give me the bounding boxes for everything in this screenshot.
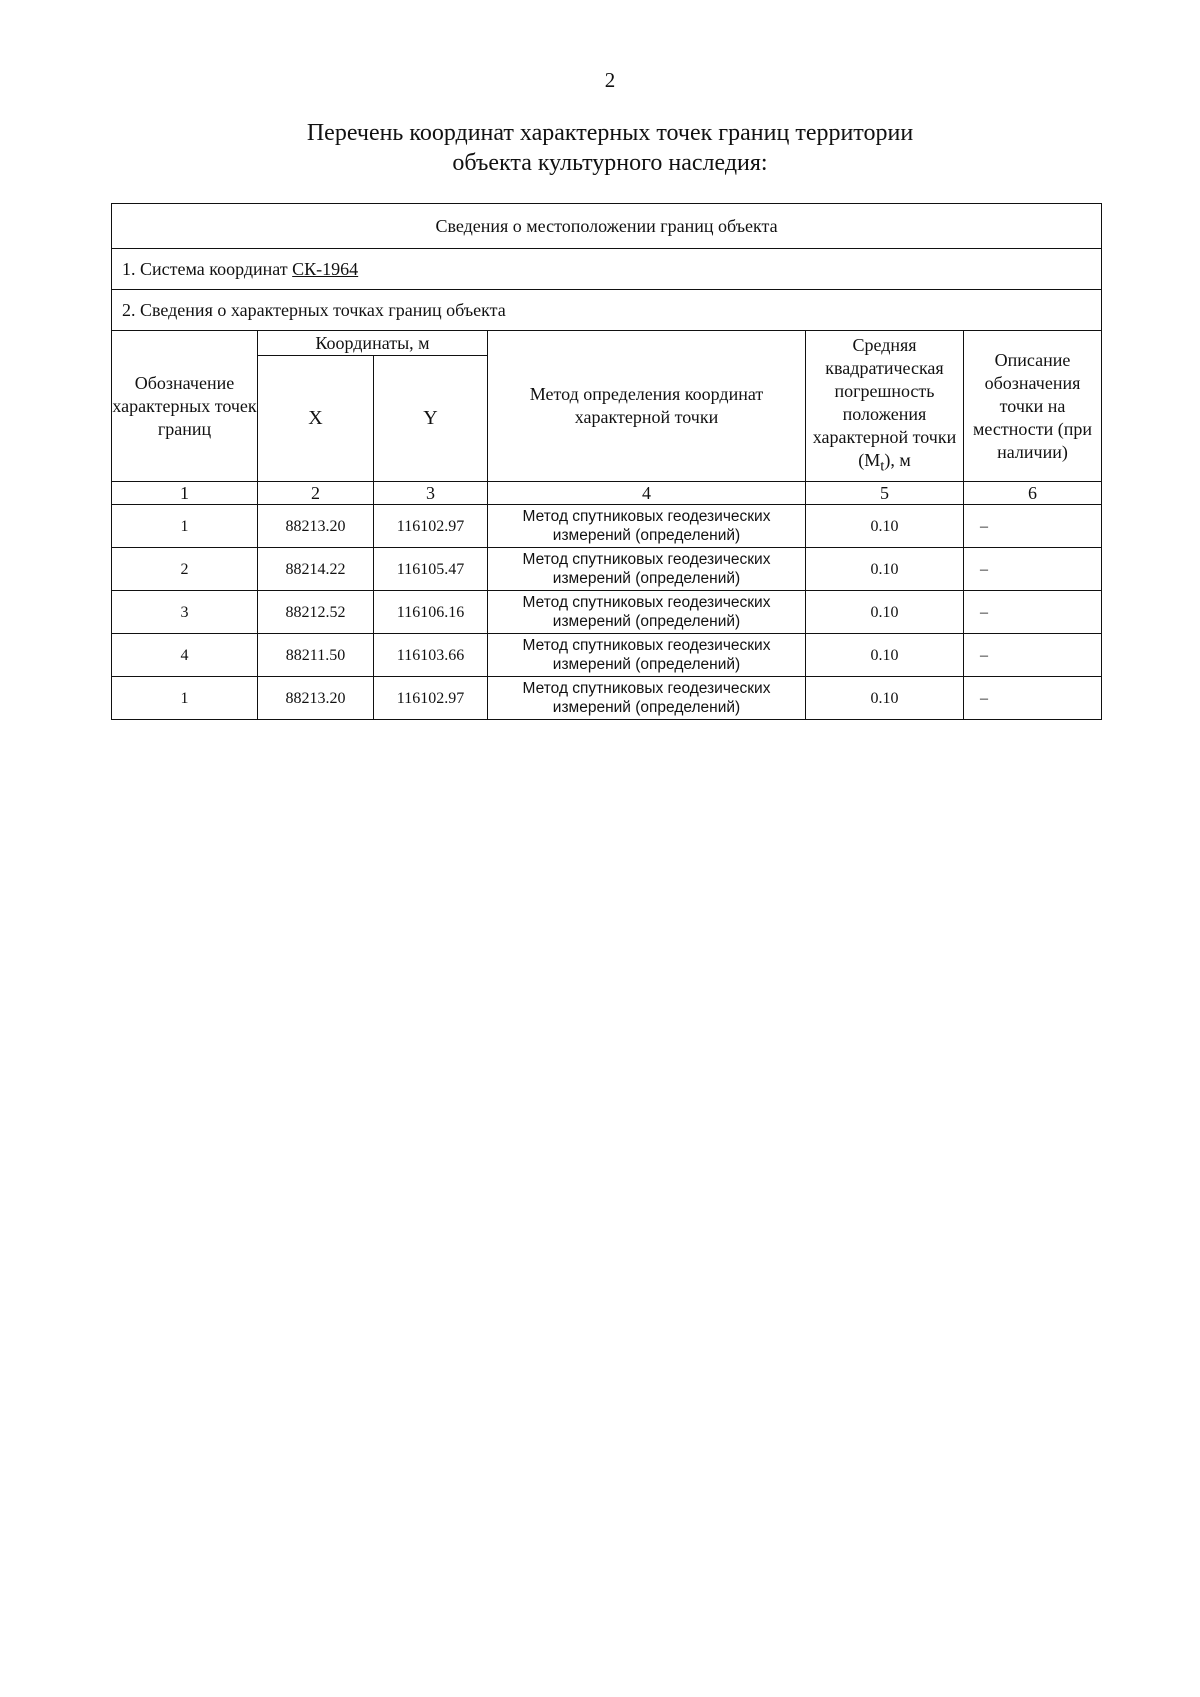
x-value: 88214.22	[258, 548, 374, 591]
section-header: Сведения о местоположении границ объекта	[112, 204, 1102, 249]
header-x: X	[258, 356, 374, 482]
header-description: Описание обозначения точки на местности (при наличии)	[964, 331, 1102, 482]
y-value: 116106.16	[374, 591, 488, 634]
table-row	[112, 634, 1102, 677]
column-number: 2	[258, 482, 374, 505]
y-value: 116103.66	[374, 634, 488, 677]
method-value: Метод спутниковых геодезических измерений (определений)	[488, 591, 806, 634]
column-numbers-row	[112, 482, 1102, 505]
points-section-row: 2. Сведения о характерных точках границ объекта	[112, 290, 1102, 331]
point-id: 1	[112, 505, 258, 548]
header-y: Y	[374, 356, 488, 482]
method-value: Метод спутниковых геодезических измерений (определений)	[488, 505, 806, 548]
x-value: 88213.20	[258, 677, 374, 720]
header-error	[806, 331, 964, 482]
y-value: 116102.97	[374, 677, 488, 720]
y-value: 116105.47	[374, 548, 488, 591]
error-value: 0.10	[806, 548, 964, 591]
header-error-suffix: ), м	[884, 449, 911, 470]
page-number: 2	[604, 68, 616, 92]
column-number: 1	[112, 482, 258, 505]
column-number: 6	[964, 482, 1102, 505]
header-coordinates: Координаты, м	[258, 331, 488, 356]
description-value: –	[964, 505, 1102, 548]
table-row	[112, 548, 1102, 591]
error-value: 0.10	[806, 677, 964, 720]
table-row	[112, 591, 1102, 634]
column-number: 5	[806, 482, 964, 505]
table-row	[112, 505, 1102, 548]
point-id: 1	[112, 677, 258, 720]
header-error-subscript: t	[880, 458, 885, 475]
coordinate-system-row	[112, 249, 1102, 290]
table-row	[112, 677, 1102, 720]
header-method: Метод определения координат характерной точки	[488, 331, 806, 482]
title-line-2: объекта культурного наследия:	[452, 150, 768, 176]
error-value: 0.10	[806, 634, 964, 677]
description-value: –	[964, 634, 1102, 677]
header-designation: Обозначение характерных точек границ	[112, 331, 258, 482]
x-value: 88211.50	[258, 634, 374, 677]
point-id: 2	[112, 548, 258, 591]
document-title	[0, 118, 1200, 178]
coordinates-table	[111, 203, 1102, 720]
description-value: –	[964, 677, 1102, 720]
point-id: 4	[112, 634, 258, 677]
y-value: 116102.97	[374, 505, 488, 548]
coordinate-system-value: СК-1964	[292, 258, 359, 279]
x-value: 88212.52	[258, 591, 374, 634]
x-value: 88213.20	[258, 505, 374, 548]
error-value: 0.10	[806, 591, 964, 634]
point-id: 3	[112, 591, 258, 634]
description-value: –	[964, 591, 1102, 634]
title-line-1: Перечень координат характерных точек границ территории	[306, 120, 914, 146]
method-value: Метод спутниковых геодезических измерений (определений)	[488, 634, 806, 677]
column-number: 3	[374, 482, 488, 505]
coordinate-system-label: 1. Система координат	[122, 258, 288, 279]
description-value: –	[964, 548, 1102, 591]
error-value: 0.10	[806, 505, 964, 548]
column-number: 4	[488, 482, 806, 505]
method-value: Метод спутниковых геодезических измерений (определений)	[488, 677, 806, 720]
method-value: Метод спутниковых геодезических измерений (определений)	[488, 548, 806, 591]
header-error-prefix: Средняя квадратическая погрешность положения характерной точки (M	[812, 334, 957, 470]
